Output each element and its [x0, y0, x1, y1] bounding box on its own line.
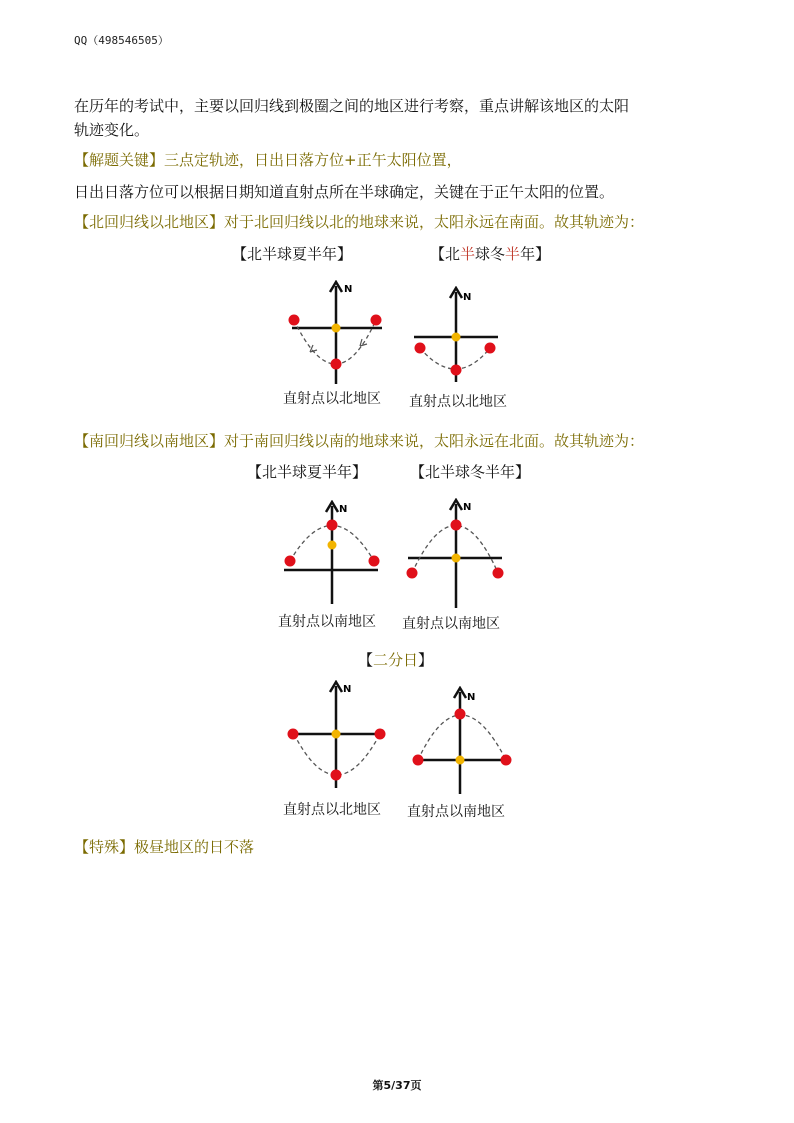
- sunset-point: [371, 315, 382, 326]
- north-summer-title: 【北半球夏半年】: [232, 245, 353, 263]
- sunset-point: [375, 729, 386, 740]
- key-tip: [74, 148, 724, 172]
- observer-point: [332, 730, 341, 739]
- observer-point: [456, 756, 465, 765]
- sunset-point: [501, 755, 512, 766]
- equinox-title-part: 】: [418, 651, 434, 669]
- south-section-text: 对于南回归线以南的地球来说，太阳永远在北面。故其轨迹为：: [224, 432, 645, 450]
- north-label: N: [344, 284, 353, 295]
- equinox-title-part: 二分日: [373, 651, 419, 669]
- special-text: 极昼地区的日不落: [134, 838, 255, 856]
- observer-point: [452, 333, 461, 342]
- sun-path: [418, 715, 506, 760]
- intro-line-1: 在历年的考试中，主要以回归线到极圈之间的地区进行考察，重点讲解该地区的太阳: [74, 97, 630, 115]
- key-tip-label: 【解题关键】: [74, 151, 165, 169]
- noon-sun-point: [331, 359, 342, 370]
- south-winter-caption: 直射点以南地区: [402, 616, 500, 632]
- path-arrow-icon: [310, 345, 317, 352]
- sunrise-point: [407, 568, 418, 579]
- equinox-title-part: 【: [358, 651, 374, 669]
- sunrise-point: [415, 343, 426, 354]
- north-section-label: 【北回归线以北地区】: [74, 213, 225, 231]
- north-section-heading: [74, 210, 724, 234]
- south-section-label: 【南回归线以南地区】: [74, 432, 225, 450]
- sunset-point: [369, 556, 380, 567]
- observer-point: [452, 554, 461, 563]
- observer-point: [328, 541, 337, 550]
- north-winter-title-part: 年】: [520, 245, 551, 263]
- north-winter-title-part: 【北: [430, 245, 461, 263]
- explain-text: 日出日落方位可以根据日期知道直射点所在半球确定，关键在于正午太阳的位置。: [74, 183, 615, 201]
- diagram-north-winter: [410, 286, 506, 382]
- north-winter-title-part: 半: [505, 245, 521, 263]
- north-winter-caption: 直射点以北地区: [409, 394, 507, 410]
- south-section-heading: [74, 429, 724, 453]
- noon-sun-point: [451, 520, 462, 531]
- north-label: N: [339, 504, 348, 515]
- intro-paragraph: [74, 94, 724, 142]
- intro-line-2: 轨迹变化。: [74, 121, 150, 139]
- north-section-text: 对于北回归线以北的地球来说，太阳永远在南面。故其轨迹为：: [224, 213, 645, 231]
- south-summer-caption: 直射点以南地区: [278, 614, 376, 630]
- north-label: N: [467, 692, 476, 703]
- noon-sun-point: [455, 709, 466, 720]
- sunset-point: [493, 568, 504, 579]
- noon-sun-point: [451, 365, 462, 376]
- equinox-south-caption: 直射点以南地区: [407, 804, 505, 820]
- north-winter-title: [430, 243, 550, 264]
- north-winter-title-part: 半: [460, 245, 476, 263]
- sunrise-point: [413, 755, 424, 766]
- noon-sun-point: [331, 770, 342, 781]
- north-label: N: [463, 292, 472, 303]
- page-number: 第5/37页: [372, 1079, 422, 1092]
- sunrise-point: [289, 315, 300, 326]
- equinox-north-caption: 直射点以北地区: [283, 802, 381, 818]
- observer-point: [332, 324, 341, 333]
- north-label: N: [463, 502, 472, 513]
- north-label: N: [343, 684, 352, 695]
- south-summer-title: 【北半球夏半年】: [247, 463, 368, 481]
- key-tip-text: 三点定轨迹，日出日落方位+正午太阳位置，: [164, 151, 462, 169]
- diagram-south-winter: [404, 498, 506, 608]
- south-winter-title: 【北半球冬半年】: [410, 463, 531, 481]
- north-summer-caption: 直射点以北地区: [283, 391, 381, 407]
- diagram-equinox-north: [284, 680, 388, 788]
- special-section: [74, 835, 724, 859]
- diagram-equinox-south: [408, 686, 512, 794]
- sunrise-point: [288, 729, 299, 740]
- diagram-south-summer: [280, 500, 384, 606]
- noon-sun-point: [327, 520, 338, 531]
- diagram-north-summer: [286, 280, 386, 386]
- north-winter-title-part: 球冬: [475, 245, 506, 263]
- sunset-point: [485, 343, 496, 354]
- special-label: 【特殊】: [74, 838, 135, 856]
- sunrise-point: [285, 556, 296, 567]
- header-qq: QQ（498546505）: [74, 34, 169, 47]
- equinox-title: [358, 649, 433, 670]
